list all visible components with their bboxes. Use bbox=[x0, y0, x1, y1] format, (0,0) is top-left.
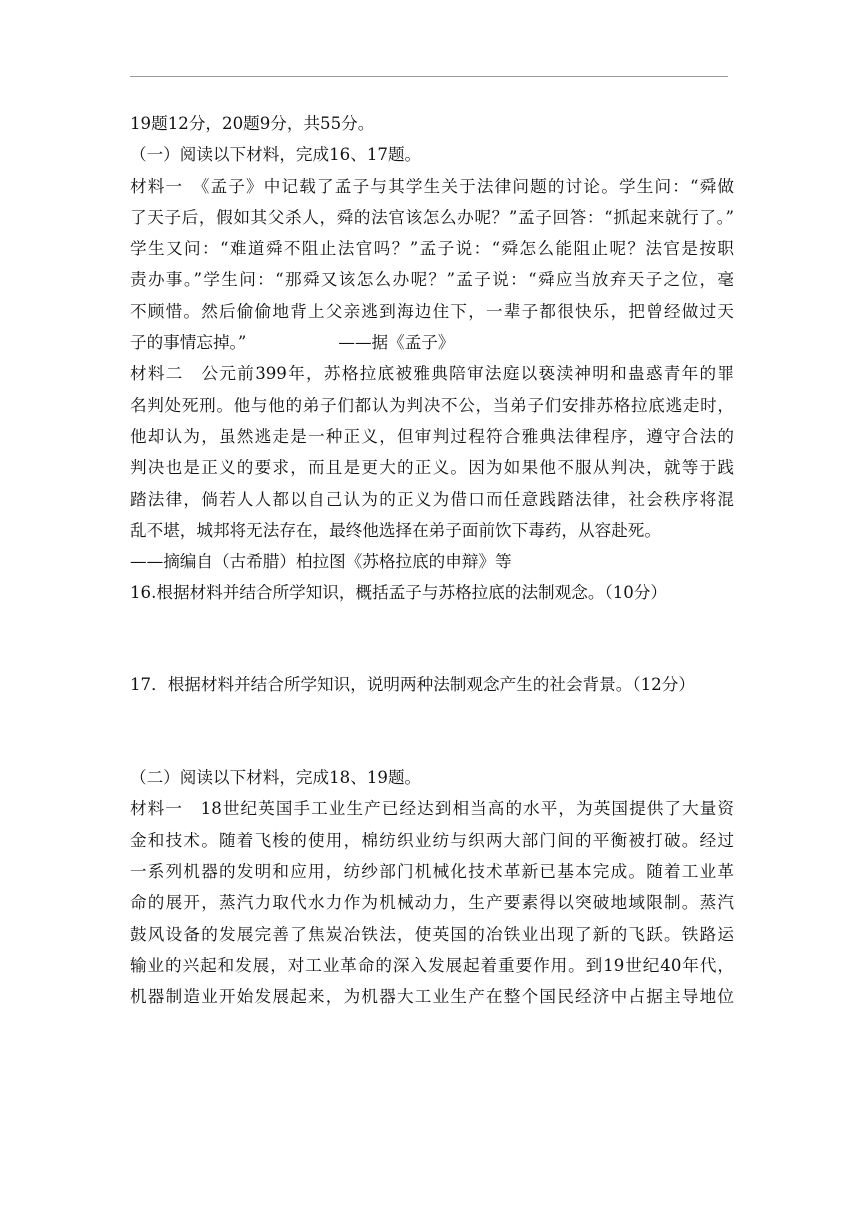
material-1-source: ——据《孟子》 bbox=[338, 333, 455, 353]
question-16: 16.根据材料并结合所学知识，概括孟子与苏格拉底的法制观念。（10分） bbox=[130, 583, 668, 603]
material-1-line: 学生又问：“难道舜不阻止法官吗？”孟子说：“舜怎么能阻止呢？法官是按职 bbox=[130, 239, 734, 259]
material-2-source: ——摘编自（古希腊）柏拉图《苏格拉底的申辩》等 bbox=[130, 552, 512, 572]
section-2-material-1-line: 一系列机器的发明和应用，纺纱部门机械化技术革新已基本完成。随着工业革 bbox=[130, 861, 734, 881]
answer-space-17 bbox=[130, 700, 734, 762]
document-page bbox=[130, 108, 734, 1012]
material-1-line: 不顾惜。然后偷偷地背上父亲逃到海边住下，一辈子都很快乐，把曾经做过天 bbox=[130, 301, 734, 321]
material-1-industrial-revolution bbox=[130, 793, 734, 1012]
material-1-last-line bbox=[130, 327, 734, 358]
material-1-line: 了天子后，假如其父杀人，舜的法官该怎么办呢？”孟子回答：“抓起来就行了。” bbox=[130, 207, 734, 227]
material-2-last-line: 乱不堪，城邦将无法存在，最终他选择在弟子面前饮下毒药，从容赴死。 bbox=[130, 520, 661, 540]
material-1-mencius bbox=[130, 171, 734, 359]
material-2-line: 踏法律，倘若人人都以自己认为的正义为借口而任意践踏法律，社会秩序将混 bbox=[130, 489, 734, 509]
material-1-line: 责办事。”学生问：“那舜又该怎么办呢？”孟子说：“舜应当放弃天子之位，毫 bbox=[130, 270, 734, 290]
question-17: 17．根据材料并结合所学知识，说明两种法制观念产生的社会背景。（12分） bbox=[130, 674, 695, 694]
material-1-line: 材料一 《孟子》中记载了孟子与其学生关于法律问题的讨论。学生问：“舜做 bbox=[130, 176, 734, 196]
material-2-line: 判决也是正义的要求，而且是更大的正义。因为如果他不服从判决，就等于践 bbox=[130, 458, 734, 478]
section-1-heading: （一）阅读以下材料，完成16、17题。 bbox=[130, 145, 422, 165]
section-2-material-1-line: 材料一 18世纪英国手工业生产已经达到相当高的水平，为英国提供了大量资 bbox=[130, 799, 734, 819]
material-2-line: 名判处死刑。他与他的弟子们都认为判决不公，当弟子们安排苏格拉底逃走时， bbox=[130, 395, 734, 415]
material-1-last-text: 子的事情忘掉。” bbox=[130, 333, 247, 353]
section-2-material-1-line: 命的展开，蒸汽力取代水力作为机械动力，生产要素得以突破地域限制。蒸汽 bbox=[130, 893, 734, 913]
material-2-line: 材料二 公元前399年，苏格拉底被雅典陪审法庭以亵渎神明和蛊惑青年的罪 bbox=[130, 364, 734, 384]
material-2-socrates bbox=[130, 358, 734, 577]
material-2-line: 他却认为，虽然逃走是一种正义，但审判过程符合雅典法律程序，遵守合法的 bbox=[130, 426, 734, 446]
section-2-material-1-line: 金和技术。随着飞梭的使用，棉纺织业纺与织两大部门间的平衡被打破。经过 bbox=[130, 830, 734, 850]
section-2-material-1-line: 输业的兴起和发展，对工业革命的深入发展起着重要作用。到19世纪40年代， bbox=[130, 955, 734, 975]
section-2-heading: （二）阅读以下材料，完成18、19题。 bbox=[130, 768, 422, 788]
section-2-material-1-line: 机器制造业开始发展起来，为机器大工业生产在整个国民经济中占据主导地位 bbox=[130, 987, 734, 1007]
scores-line: 19题12分，20题9分，共55分。 bbox=[130, 114, 375, 133]
header-rule bbox=[130, 76, 728, 77]
answer-space-16 bbox=[130, 609, 734, 669]
section-2-material-1-line: 鼓风设备的发展完善了焦炭冶铁法，使英国的冶铁业出现了新的飞跃。铁路运 bbox=[130, 924, 734, 944]
